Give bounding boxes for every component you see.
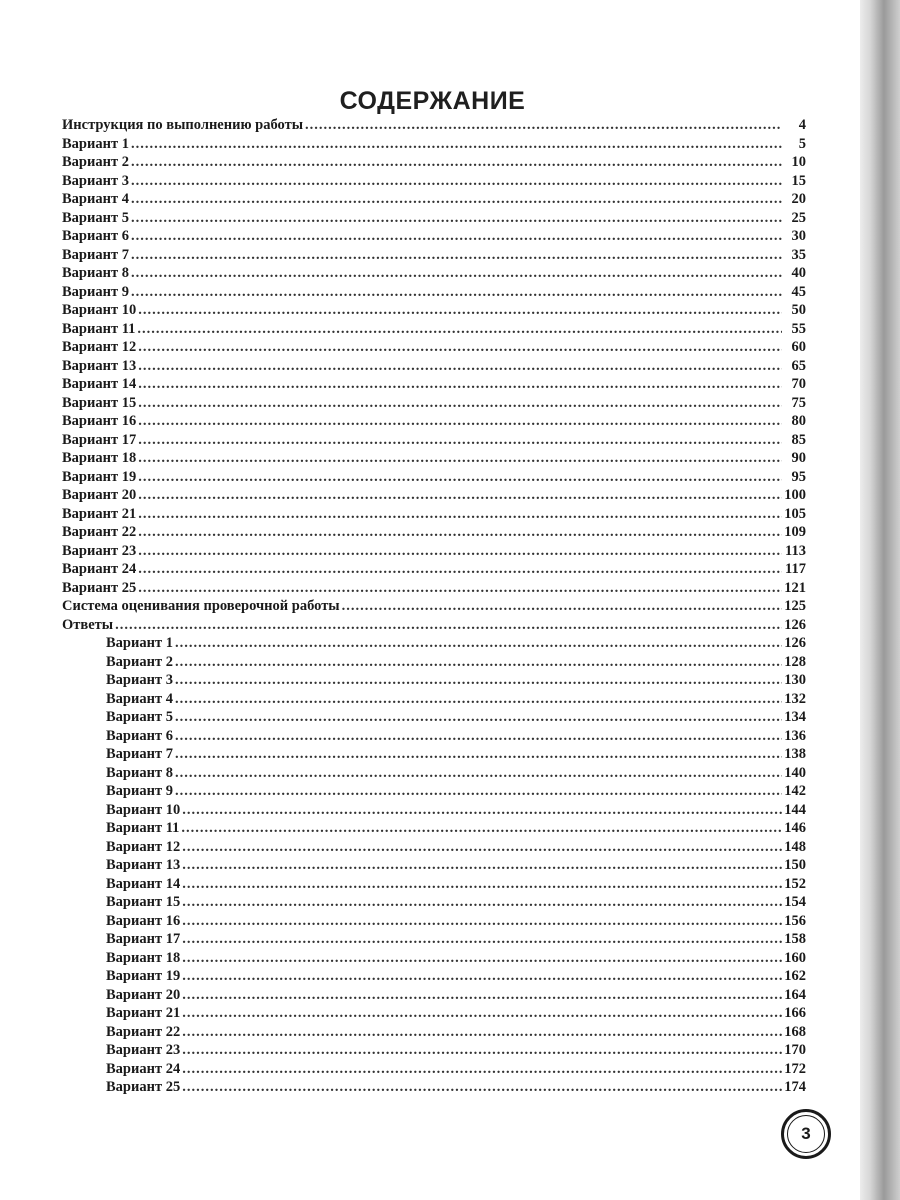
toc-entry-page: 70 bbox=[791, 376, 806, 392]
toc-entry-label: Вариант 18 bbox=[106, 949, 181, 966]
toc-entry bbox=[62, 227, 806, 246]
toc-entry bbox=[62, 283, 806, 302]
toc-entry-label: Вариант 13 bbox=[62, 357, 137, 374]
toc-entry bbox=[62, 209, 806, 228]
toc-entry-page: 25 bbox=[791, 209, 806, 226]
toc-dot-leader bbox=[131, 190, 782, 209]
toc-entry-label: Вариант 17 bbox=[62, 431, 137, 448]
toc-entry-label: Ответы bbox=[62, 616, 114, 633]
toc-entry-label: Вариант 19 bbox=[106, 968, 181, 984]
toc-dot-leader bbox=[131, 209, 782, 228]
toc-entry bbox=[62, 449, 806, 468]
toc-entry-label: Вариант 8 bbox=[62, 265, 129, 281]
toc-entry bbox=[62, 579, 806, 598]
toc-entry-page: 75 bbox=[791, 394, 806, 411]
toc-entry-page: 168 bbox=[784, 1023, 806, 1040]
toc-entry-page: 146 bbox=[784, 820, 806, 836]
toc-dot-leader bbox=[138, 431, 782, 450]
toc-entry-page: 170 bbox=[784, 1042, 806, 1058]
toc-dot-leader bbox=[182, 912, 782, 931]
toc-dot-leader bbox=[182, 893, 782, 912]
toc-entry-label: Вариант 14 bbox=[62, 376, 137, 392]
toc-dot-leader bbox=[131, 135, 782, 154]
toc-entry-label: Вариант 16 bbox=[106, 912, 181, 929]
toc-entry-page: 10 bbox=[791, 154, 806, 170]
toc-entry bbox=[62, 320, 806, 339]
toc-entry-label: Система оценивания проверочной работы bbox=[62, 598, 340, 614]
toc-entry bbox=[62, 338, 806, 357]
toc-entry-page: 40 bbox=[791, 265, 806, 281]
toc-entry-page: 150 bbox=[784, 857, 806, 873]
toc-dot-leader bbox=[182, 1023, 782, 1042]
toc-entry bbox=[62, 671, 806, 690]
toc-entry bbox=[62, 634, 806, 653]
toc-dot-leader bbox=[138, 468, 782, 487]
toc-dot-leader bbox=[138, 375, 782, 394]
toc-entry bbox=[62, 172, 806, 191]
toc-entry-label: Вариант 9 bbox=[106, 783, 173, 799]
toc-entry bbox=[62, 264, 806, 283]
toc-dot-leader bbox=[138, 357, 782, 376]
toc-dot-leader bbox=[175, 671, 782, 690]
page-edge-shadow bbox=[860, 0, 900, 1200]
toc-entry-label: Вариант 25 bbox=[62, 579, 137, 596]
toc-dot-leader bbox=[175, 634, 782, 653]
toc-entry bbox=[62, 782, 806, 801]
toc-entry-page: 144 bbox=[784, 801, 806, 818]
toc-entry-page: 125 bbox=[784, 598, 806, 614]
toc-entry-label: Вариант 5 bbox=[62, 209, 129, 226]
toc-entry-page: 154 bbox=[784, 894, 806, 910]
toc-entry-page: 142 bbox=[784, 783, 806, 799]
toc-entry bbox=[62, 357, 806, 376]
toc-entry-label: Вариант 23 bbox=[62, 542, 137, 559]
toc-entry-page: 166 bbox=[784, 1005, 806, 1021]
toc-entry bbox=[62, 764, 806, 783]
toc-dot-leader bbox=[175, 782, 782, 801]
toc-entry-page: 158 bbox=[784, 931, 806, 947]
toc-entry-page: 109 bbox=[784, 524, 806, 540]
toc-dot-leader bbox=[131, 283, 782, 302]
toc-entry-page: 35 bbox=[791, 246, 806, 263]
toc-entry bbox=[62, 190, 806, 209]
toc-entry-label: Вариант 19 bbox=[62, 468, 137, 485]
toc-entry bbox=[62, 153, 806, 172]
toc-entry-page: 121 bbox=[784, 579, 806, 596]
toc-entry-label: Вариант 22 bbox=[62, 524, 137, 540]
toc-entry bbox=[62, 708, 806, 727]
toc-dot-leader bbox=[175, 764, 782, 783]
toc-entry-page: 105 bbox=[784, 505, 806, 522]
toc-entry bbox=[62, 745, 806, 764]
toc-entry bbox=[62, 597, 806, 616]
toc-entry-label: Вариант 18 bbox=[62, 450, 137, 466]
toc-entry bbox=[62, 301, 806, 320]
toc-entry-page: 100 bbox=[784, 487, 806, 503]
toc-dot-leader bbox=[182, 949, 782, 968]
toc-dot-leader bbox=[182, 838, 782, 857]
toc-dot-leader bbox=[305, 116, 782, 135]
toc-dot-leader bbox=[138, 301, 782, 320]
toc-entry-label: Вариант 24 bbox=[106, 1060, 181, 1077]
toc-entry-page: 20 bbox=[791, 191, 806, 207]
toc-entry-page: 95 bbox=[791, 468, 806, 485]
toc-entry-label: Вариант 7 bbox=[106, 746, 173, 762]
toc-entry bbox=[62, 893, 806, 912]
toc-entry-label: Вариант 4 bbox=[106, 690, 173, 707]
toc-entry-page: 45 bbox=[791, 283, 806, 300]
toc-dot-leader bbox=[138, 523, 782, 542]
toc-entry-page: 174 bbox=[784, 1079, 806, 1095]
toc-entry-page: 148 bbox=[784, 838, 806, 855]
toc-entry-page: 138 bbox=[784, 746, 806, 762]
toc-dot-leader bbox=[182, 1004, 782, 1023]
toc-entry bbox=[62, 523, 806, 542]
toc-dot-leader bbox=[182, 986, 782, 1005]
toc-entry-label: Вариант 2 bbox=[62, 154, 129, 170]
toc-dot-leader bbox=[131, 153, 782, 172]
toc-dot-leader bbox=[181, 819, 782, 838]
toc-entry-page: 90 bbox=[791, 450, 806, 466]
toc-entry bbox=[62, 653, 806, 672]
toc-dot-leader bbox=[175, 745, 782, 764]
toc-entry bbox=[62, 1023, 806, 1042]
toc-entry-page: 55 bbox=[791, 320, 806, 337]
toc-entry bbox=[62, 1004, 806, 1023]
toc-dot-leader bbox=[175, 690, 782, 709]
toc-entry-page: 15 bbox=[791, 172, 806, 189]
toc-entry-label: Вариант 17 bbox=[106, 931, 181, 947]
toc-entry bbox=[62, 986, 806, 1005]
toc-dot-leader bbox=[175, 708, 782, 727]
toc-dot-leader bbox=[131, 172, 782, 191]
toc-entry bbox=[62, 394, 806, 413]
toc-entry-page: 134 bbox=[784, 709, 806, 725]
toc-entry-page: 30 bbox=[791, 228, 806, 244]
toc-entry bbox=[62, 819, 806, 838]
toc-entry-label: Вариант 15 bbox=[62, 394, 137, 411]
toc-entry-label: Вариант 14 bbox=[106, 875, 181, 892]
toc-dot-leader bbox=[138, 579, 782, 598]
toc-entry-page: 113 bbox=[785, 542, 806, 559]
toc-entry-page: 162 bbox=[784, 968, 806, 984]
toc-dot-leader bbox=[182, 967, 782, 986]
toc-entry-label: Вариант 8 bbox=[106, 764, 173, 781]
toc-entry-page: 140 bbox=[784, 764, 806, 781]
toc-entry bbox=[62, 135, 806, 154]
toc-dot-leader bbox=[175, 727, 782, 746]
toc-entry bbox=[62, 912, 806, 931]
toc-entry-label: Вариант 11 bbox=[62, 320, 136, 337]
toc-dot-leader bbox=[138, 542, 782, 561]
toc-dot-leader bbox=[131, 227, 782, 246]
toc-entry bbox=[62, 560, 806, 579]
toc-dot-leader bbox=[138, 560, 782, 579]
toc-dot-leader bbox=[182, 856, 782, 875]
toc-entry bbox=[62, 505, 806, 524]
toc-entry-label: Вариант 23 bbox=[106, 1042, 181, 1058]
toc-dot-leader bbox=[182, 1060, 782, 1079]
toc-entry-page: 132 bbox=[784, 690, 806, 707]
toc-entry-page: 80 bbox=[791, 413, 806, 429]
toc-entry bbox=[62, 468, 806, 487]
toc-entry-page: 136 bbox=[784, 727, 806, 744]
toc-entry-label: Вариант 6 bbox=[62, 228, 129, 244]
toc-entry-label: Вариант 16 bbox=[62, 413, 137, 429]
toc-entry-page: 85 bbox=[791, 431, 806, 448]
toc-entry-label: Вариант 22 bbox=[106, 1023, 181, 1040]
toc-entry-label: Вариант 20 bbox=[62, 487, 137, 503]
toc-entry bbox=[62, 1078, 806, 1097]
toc-entry-label: Вариант 4 bbox=[62, 191, 129, 207]
toc-dot-leader bbox=[182, 801, 782, 820]
toc-dot-leader bbox=[182, 930, 782, 949]
toc-entry-label: Вариант 13 bbox=[106, 857, 181, 873]
toc-entry-page: 164 bbox=[784, 986, 806, 1003]
toc-entry-label: Вариант 25 bbox=[106, 1079, 181, 1095]
toc-entry-label: Вариант 5 bbox=[106, 709, 173, 725]
toc-entry-label: Вариант 10 bbox=[106, 801, 181, 818]
toc-entry-label: Вариант 21 bbox=[62, 505, 137, 522]
toc-entry bbox=[62, 801, 806, 820]
toc-entry-label: Вариант 10 bbox=[62, 302, 137, 318]
toc-entry bbox=[62, 1060, 806, 1079]
toc-entry bbox=[62, 412, 806, 431]
toc-entry bbox=[62, 967, 806, 986]
toc-entry-page: 5 bbox=[798, 135, 806, 152]
toc-entry-label: Вариант 12 bbox=[106, 838, 181, 855]
toc-entry-label: Инструкция по выполнению работы bbox=[62, 117, 304, 133]
toc-dot-leader bbox=[138, 505, 782, 524]
toc-entry bbox=[62, 856, 806, 875]
toc-entry bbox=[62, 431, 806, 450]
toc-entry-page: 60 bbox=[791, 339, 806, 355]
page-title: СОДЕРЖАНИЕ bbox=[339, 86, 526, 115]
toc-entry-label: Вариант 11 bbox=[106, 820, 180, 836]
toc-entry-label: Вариант 24 bbox=[62, 561, 137, 577]
toc-entry-label: Вариант 1 bbox=[62, 135, 129, 152]
toc-entry-label: Вариант 3 bbox=[62, 172, 129, 189]
toc-entry bbox=[62, 116, 806, 135]
toc-entry-page: 50 bbox=[791, 302, 806, 318]
toc-entry-page: 172 bbox=[784, 1060, 806, 1077]
toc-dot-leader bbox=[138, 486, 782, 505]
toc-entry-label: Вариант 2 bbox=[106, 653, 173, 670]
toc-dot-leader bbox=[138, 338, 782, 357]
toc-entry-label: Вариант 9 bbox=[62, 283, 129, 300]
toc-dot-leader bbox=[182, 875, 782, 894]
toc-entry-label: Вариант 3 bbox=[106, 672, 173, 688]
toc-entry bbox=[62, 949, 806, 968]
toc-entry bbox=[62, 838, 806, 857]
toc-dot-leader bbox=[131, 264, 782, 283]
toc-entry bbox=[62, 486, 806, 505]
toc-entry bbox=[62, 375, 806, 394]
toc-dot-leader bbox=[138, 412, 782, 431]
toc-entry-page: 128 bbox=[784, 653, 806, 670]
toc-dot-leader bbox=[137, 320, 782, 339]
toc-entry bbox=[62, 930, 806, 949]
toc-entry-page: 117 bbox=[785, 561, 806, 577]
toc-entry-label: Вариант 15 bbox=[106, 894, 181, 910]
toc-dot-leader bbox=[115, 616, 782, 635]
toc-entry-page: 65 bbox=[791, 357, 806, 374]
toc-entry bbox=[62, 246, 806, 265]
toc-entry-page: 156 bbox=[784, 912, 806, 929]
toc-entry bbox=[62, 542, 806, 561]
toc-entry-label: Вариант 20 bbox=[106, 986, 181, 1003]
toc-entry bbox=[62, 727, 806, 746]
toc-entry bbox=[62, 616, 806, 635]
toc-entry-page: 126 bbox=[784, 635, 806, 651]
toc-entry-label: Вариант 1 bbox=[106, 635, 173, 651]
table-of-contents bbox=[62, 116, 806, 1097]
toc-entry-page: 152 bbox=[784, 875, 806, 892]
toc-entry-page: 160 bbox=[784, 949, 806, 966]
toc-dot-leader bbox=[138, 394, 782, 413]
toc-dot-leader bbox=[182, 1078, 782, 1097]
toc-entry-label: Вариант 6 bbox=[106, 727, 173, 744]
toc-dot-leader bbox=[138, 449, 782, 468]
toc-dot-leader bbox=[342, 597, 782, 616]
toc-entry bbox=[62, 690, 806, 709]
toc-entry bbox=[62, 875, 806, 894]
toc-dot-leader bbox=[182, 1041, 782, 1060]
toc-dot-leader bbox=[175, 653, 782, 672]
toc-entry-page: 4 bbox=[798, 117, 806, 133]
page-number-badge: 3 bbox=[781, 1109, 831, 1159]
toc-entry-page: 130 bbox=[784, 672, 806, 688]
toc-dot-leader bbox=[131, 246, 782, 265]
toc-entry-label: Вариант 12 bbox=[62, 339, 137, 355]
toc-entry-page: 126 bbox=[784, 616, 806, 633]
toc-entry-label: Вариант 21 bbox=[106, 1005, 181, 1021]
toc-entry-label: Вариант 7 bbox=[62, 246, 129, 263]
toc-entry bbox=[62, 1041, 806, 1060]
